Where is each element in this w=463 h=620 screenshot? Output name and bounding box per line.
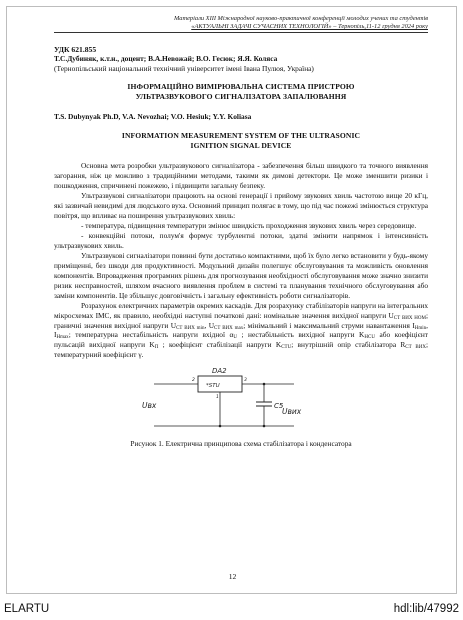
paragraph: - температура, підвищення температури змінює швидкість проходження звукових хвиль через середовище. — [81, 220, 417, 230]
title-ukrainian — [54, 82, 428, 101]
subscript: СТ ВИХ min — [176, 325, 205, 331]
paragraph: Ультразвукові сигналізатори працюють на основі генерації і прийому звукових хвиль частотою вище 20 кГц, які зазвичай невидимі для людського вуха. Основний принцип полягає в тому, що під час пожежі змінюється структура повітря, що впливає на поширення ультразвукових хвиль: — [54, 191, 428, 221]
output-voltage-label: Uвих — [282, 407, 302, 417]
authors-ukrainian: Т.С.Дубиняк, к.т.н., доцент; В.А.Невожай; В.О. Гесюк; Я.Я. Коляса — [54, 54, 278, 64]
calc-text: , U — [204, 320, 214, 330]
capacitor-label: C5 — [274, 402, 284, 411]
conference-header-line2: «АКТУАЛЬНІ ЗАДАЧІ СУЧАСНИХ ТЕХНОЛОГІЙ» – Тернопіль,11-12 грудня 2024 року — [191, 23, 428, 31]
figure-caption: Рисунок 1. Електрична принципова схема стабілізатора і конденсатора — [130, 439, 352, 449]
title-english-line1: INFORMATION MEASUREMENT SYSTEM OF THE ULTRASONIC — [121, 131, 361, 141]
pin-3-label: 3 — [244, 378, 247, 384]
circuit-figure — [54, 364, 428, 436]
udc-code: УДК 621.855 — [54, 45, 97, 55]
title-ukrainian-line1: ІНФОРМАЦІЙНО ВИМІРЮВАЛЬНА СИСТЕМА ПРИСТРОЮ — [127, 82, 355, 92]
calc-text: ; мінімальний і максимальний струми навантаження I — [243, 320, 415, 330]
calc-text: ; нестабільність вихідної напруги K — [237, 330, 365, 340]
paragraph: Ультразвукові сигналізатори повинні бути достатньо компактними, щоб їх було легко встановити у будь-якому приміщенні, без шкоди для продуктивності. Модульний дизайн полегшує обслуговування та можливість оновлення компонентів. Впровадження програмних рішень для прогнозування необхідності обслуговування може значно знизити ризик несправностей, шляхом вчасного виявлення проблем в системі та планування технічного обслуговування або заміни компонентів. Це збільшує довговічність і загальну ефективність роботи сигналізаторів. — [54, 250, 428, 300]
title-english-line2: IGNITION SIGNAL DEVICE — [190, 140, 292, 150]
input-voltage-label: Uвх — [142, 401, 157, 411]
calc-text: ; коефіцієнт стабілізації напруги K — [158, 340, 282, 350]
pin-2-label: 2 — [192, 378, 195, 384]
paragraph: Основна мета розробки ультразвукового сигналізатора - забезпечення більш швидкого та точного виявлення загорання, ніж це можливо з традиційними методами, такими як димові детектори. Це може зменшити ризики і пошкодження, спричинені пожежею, і підвищити загальну безпеку. — [54, 161, 428, 191]
subscript: СТ ВИХ — [405, 345, 426, 351]
subscript: Hmax — [56, 335, 69, 341]
page-content — [54, 15, 428, 448]
subscript: НСU — [364, 335, 375, 341]
chip-designator: DA2 — [212, 367, 227, 376]
subscript: СТU — [281, 345, 292, 351]
conference-header — [54, 15, 428, 31]
calc-text: ; граничні значення вихідної напруги U — [54, 310, 428, 330]
calc-text: або коефіцієнт пульсацій вихідної напруги K — [54, 330, 428, 350]
article-body — [54, 161, 428, 360]
authors-english: T.S. Dubynyak Ph.D, V.A. Nevozhai; V.O. Hesiuk; Y.Y. Koliasa — [54, 112, 252, 122]
calc-text: ; температурний коефіцієнт γ. — [54, 340, 429, 360]
pin-1-label: 1 — [216, 395, 219, 401]
conference-header-line1: Матеріали XIII Міжнародної науково-практичної конференції молодих учених та студентів — [174, 15, 428, 22]
ground-junction-dot — [263, 425, 266, 428]
regulator-chip — [198, 376, 242, 392]
subscript: U — [233, 335, 237, 341]
calc-text: Розрахунок електричних параметрів окремих каскадів. Для розрахунку стабілізаторів напруги на інтегральних мікросхемах ІМС, як правило, необхідні наступні початкові дані: номінальне значення вихідної напруги U — [54, 300, 428, 320]
calc-text: ; внутрішній опір стабілізатора R — [291, 340, 406, 350]
affiliation: (Тернопільський національний технічний університет імені Івана Пулюя, Україна) — [54, 63, 314, 73]
stabilizer-circuit-diagram — [114, 364, 334, 436]
repository-name: ELARTU — [4, 603, 50, 615]
paragraph-calculation — [54, 301, 428, 361]
subscript: П — [154, 345, 159, 351]
ground-junction-dot — [219, 425, 222, 428]
title-ukrainian-line2: УЛЬТРАЗВУКОВОГО СИГНАЛІЗАТОРА ЗАПАЛЮВАННЯ — [135, 91, 347, 101]
calc-text: ; температурна нестабільність напруги вхідної α — [68, 330, 234, 340]
chip-type: *STU — [206, 383, 220, 390]
subscript: СТ ВИХ НОМ — [393, 315, 426, 321]
viewer-footer — [0, 600, 463, 620]
page-number: 12 — [228, 572, 237, 581]
subscript: СТ ВИХ max — [214, 325, 244, 331]
handle-id: hdl:lib/47992 — [393, 603, 459, 615]
paragraph: - конвекційні потоки, полум'я формує турбулентні потоки, здатні змінити напрямок і інтенсивність ультразвукових хвиль. — [54, 230, 428, 250]
title-english — [54, 131, 428, 150]
subscript: Hmin — [414, 325, 427, 331]
calc-text: , I — [54, 320, 428, 340]
document-page — [6, 6, 457, 594]
header-rule — [54, 32, 428, 33]
